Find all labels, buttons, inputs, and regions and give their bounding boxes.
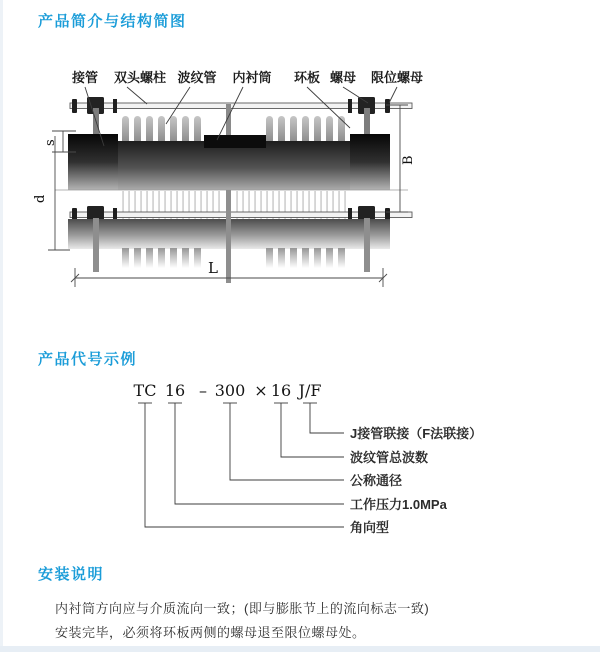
dim-L-label: L xyxy=(208,259,218,277)
code-seg-type: TC xyxy=(133,381,157,400)
bellows-fins-bottom-fade-2 xyxy=(266,248,350,268)
callout-dn: 公称通径 xyxy=(350,473,403,488)
dim-d-label: d xyxy=(33,194,48,203)
label-bellows: 波纹管 xyxy=(177,70,217,85)
label-ring-plate: 环板 xyxy=(293,70,321,85)
page-edge-bottom xyxy=(0,646,600,652)
install-line-2: 安装完毕，必须将环板两侧的螺母退至限位螺母处。 xyxy=(55,625,366,640)
stud-right-bottom xyxy=(364,218,370,272)
part-labels xyxy=(71,70,423,85)
structure-diagram xyxy=(25,60,475,305)
bellows-fins-bottom-fade-1 xyxy=(118,248,204,268)
label-liner: 内衬筒 xyxy=(232,70,272,85)
label-stud: 双头螺柱 xyxy=(113,70,167,85)
code-segments xyxy=(134,381,322,400)
stud-left-bottom xyxy=(93,218,99,272)
liner-band xyxy=(204,135,266,148)
intro-section-title: 产品简介与结构简图 xyxy=(38,13,187,30)
code-seg-times: × xyxy=(254,381,268,400)
dim-s-label: s xyxy=(43,139,58,146)
label-nut: 螺母 xyxy=(329,70,357,85)
label-pipe-end: 接管 xyxy=(71,70,99,85)
body-upper xyxy=(68,134,390,190)
ring-plate-left-top xyxy=(113,99,117,113)
label-limit-nut: 限位螺母 xyxy=(370,70,424,85)
tie-rod-top xyxy=(70,97,412,114)
code-seg-waves: 16 xyxy=(270,381,292,400)
install-line-1: 内衬筒方向应与介质流向一致；(即与膨胀节上的流向标志一致) xyxy=(55,601,430,616)
code-section-title: 产品代号示例 xyxy=(38,351,138,368)
code-seg-pressure: 16 xyxy=(164,381,186,400)
pipe-end-right xyxy=(350,134,390,190)
liner-pin-bottom xyxy=(226,190,231,283)
page-edge-left xyxy=(0,0,3,652)
code-example-diagram xyxy=(100,375,560,545)
install-instructions xyxy=(55,597,555,645)
callout-connection: J接管联接（F法联接） xyxy=(350,426,483,441)
dim-B xyxy=(386,105,416,212)
code-connectors xyxy=(138,403,344,527)
install-section-title: 安装说明 xyxy=(38,566,105,583)
limit-nut-left-top xyxy=(72,99,77,113)
callout-type: 角向型 xyxy=(350,520,390,535)
code-callouts xyxy=(350,426,482,535)
code-seg-dn: 300 xyxy=(214,381,246,400)
dim-d xyxy=(33,136,70,250)
code-seg-conn: J/F xyxy=(298,381,322,400)
bellows-shell xyxy=(116,141,352,190)
pipe-end-left xyxy=(68,134,118,190)
dim-B-label: B xyxy=(401,155,416,165)
code-seg-dash: – xyxy=(199,381,207,400)
callout-waves: 波纹管总波数 xyxy=(350,450,429,465)
ring-plate-right-top xyxy=(348,99,352,113)
callout-pressure: 工作压力1.0MPa xyxy=(350,497,447,512)
limit-nut-right-top xyxy=(385,99,390,113)
